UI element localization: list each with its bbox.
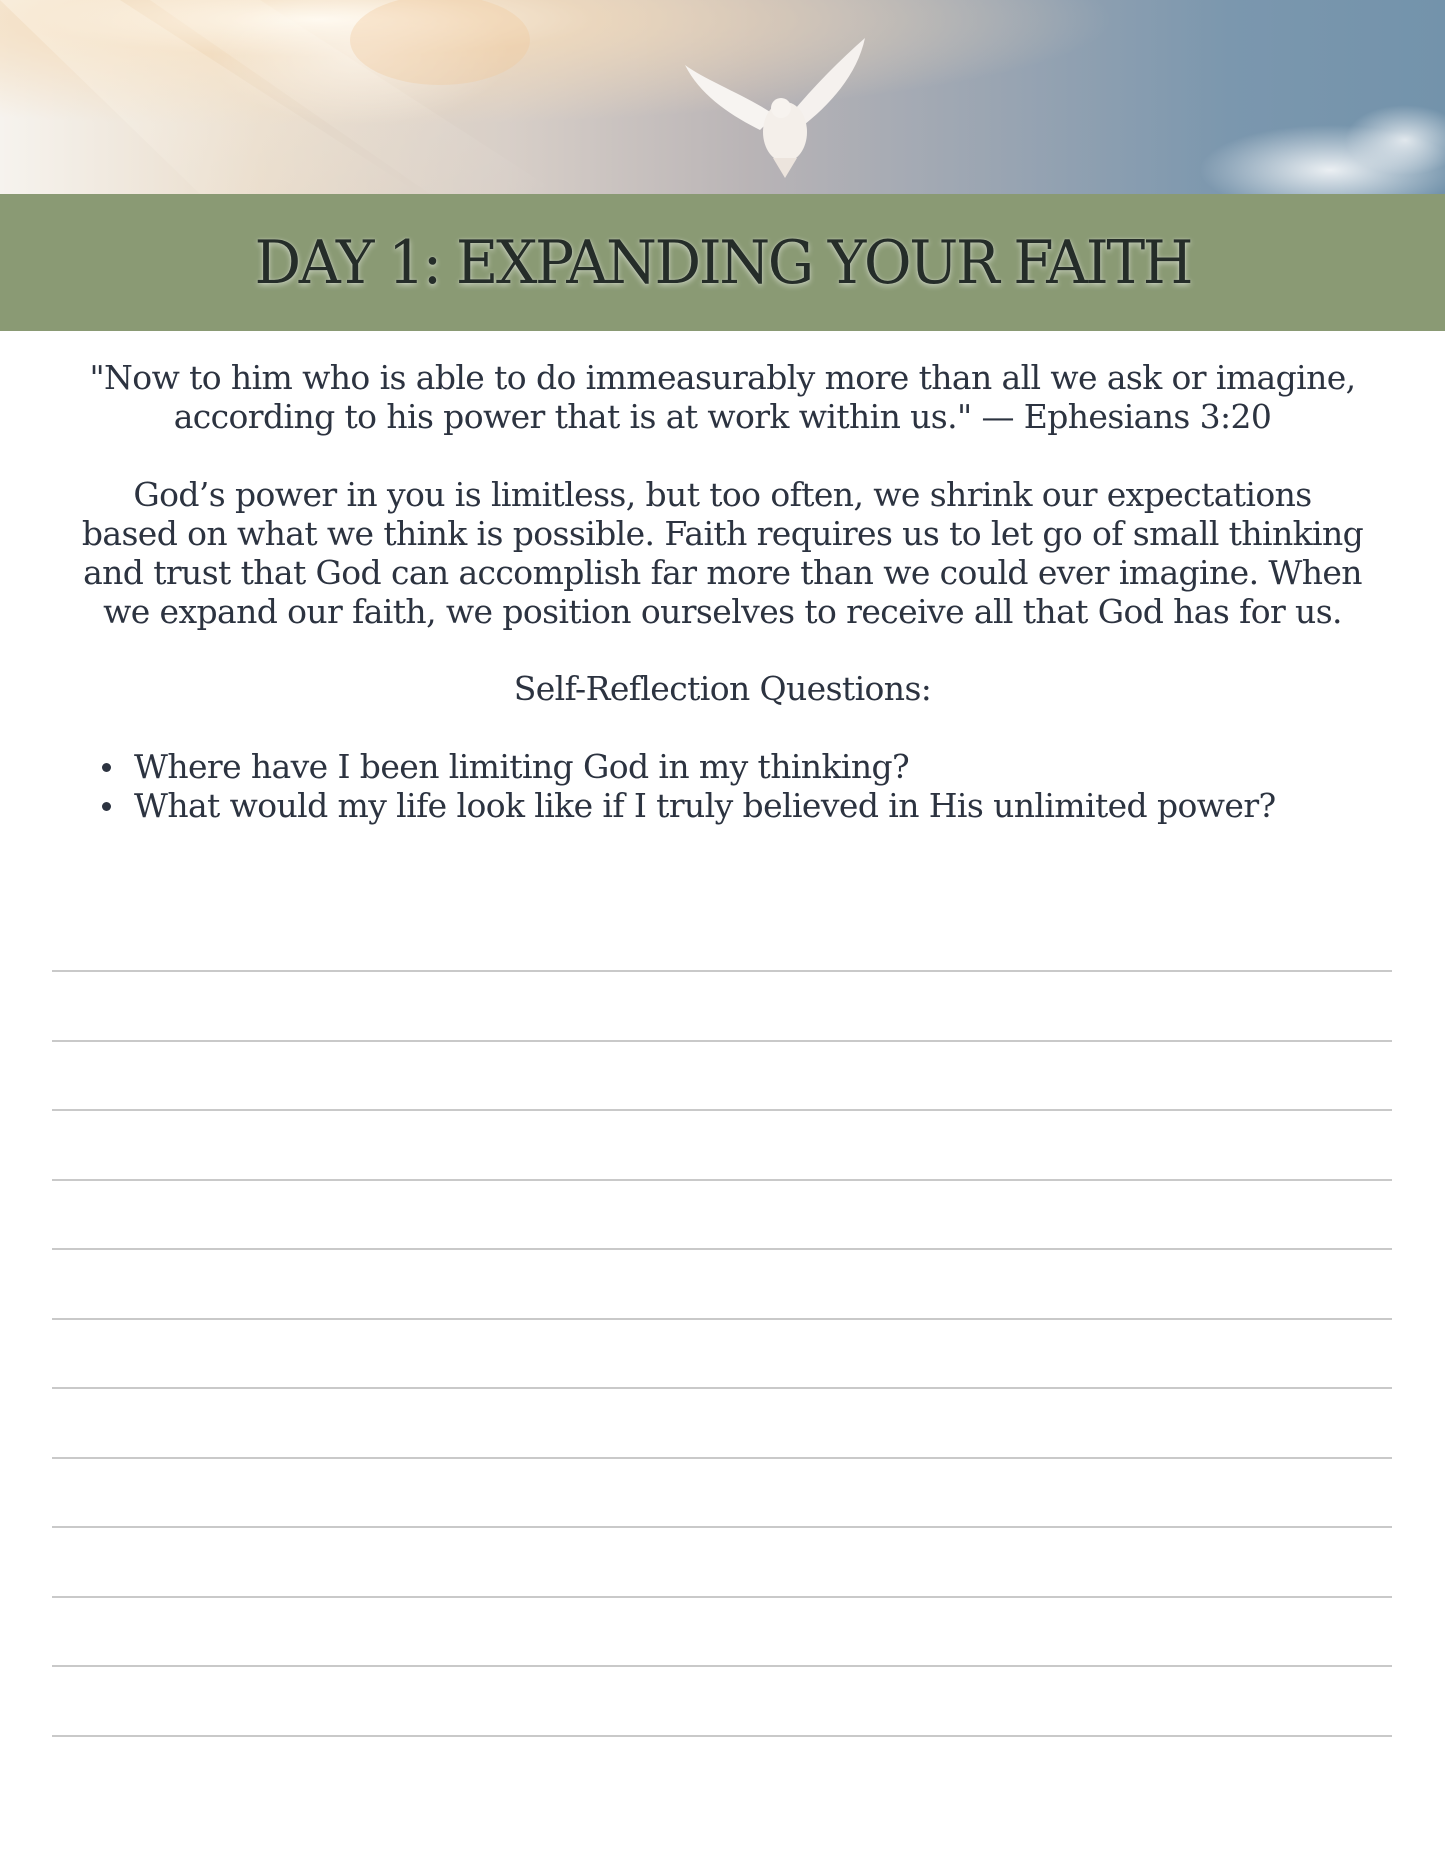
writing-line[interactable] — [52, 1526, 1392, 1596]
writing-line[interactable] — [52, 1735, 1392, 1805]
bullet-icon — [102, 763, 111, 772]
main-content — [60, 358, 1385, 708]
dove-in-sky-icon — [0, 0, 1445, 194]
questions-heading: Self-Reflection Questions: — [513, 669, 932, 708]
bullet-icon — [102, 802, 111, 811]
quote-line: according to his power that is at work within us." — Ephesians 3:20 — [173, 397, 1272, 436]
devotional-paragraph — [60, 475, 1385, 631]
list-item — [102, 747, 1276, 786]
question-text: What would my life look like if I truly believed in His unlimited power? — [134, 786, 1276, 825]
writing-line[interactable] — [52, 1387, 1392, 1457]
writing-line[interactable] — [52, 1040, 1392, 1110]
writing-line[interactable] — [52, 1665, 1392, 1735]
quote-line: "Now to him who is able to do immeasurably more than all we ask or imagine, — [89, 358, 1356, 397]
writing-line[interactable] — [52, 1318, 1392, 1388]
writing-line[interactable] — [52, 1248, 1392, 1318]
writing-lines — [52, 970, 1392, 1804]
page-title: DAY 1: EXPANDING YOUR FAITH — [254, 227, 1191, 298]
header-image — [0, 0, 1445, 194]
questions-list — [102, 747, 1276, 825]
paragraph-line: God’s power in you is limitless, but too often, we shrink our expectations — [133, 475, 1312, 514]
writing-line[interactable] — [52, 1457, 1392, 1527]
scripture-quote — [60, 358, 1385, 436]
list-item — [102, 786, 1276, 825]
writing-line[interactable] — [52, 1109, 1392, 1179]
paragraph-line: based on what we think is possible. Faith requires us to let go of small thinking — [81, 514, 1364, 553]
writing-line[interactable] — [52, 1596, 1392, 1666]
writing-line[interactable] — [52, 970, 1392, 1040]
paragraph-line: and trust that God can accomplish far more than we could ever imagine. When — [83, 553, 1362, 592]
paragraph-line: we expand our faith, we position ourselves to receive all that God has for us. — [103, 592, 1342, 631]
writing-line[interactable] — [52, 1179, 1392, 1249]
title-band — [0, 194, 1445, 331]
question-text: Where have I been limiting God in my thinking? — [134, 747, 910, 786]
